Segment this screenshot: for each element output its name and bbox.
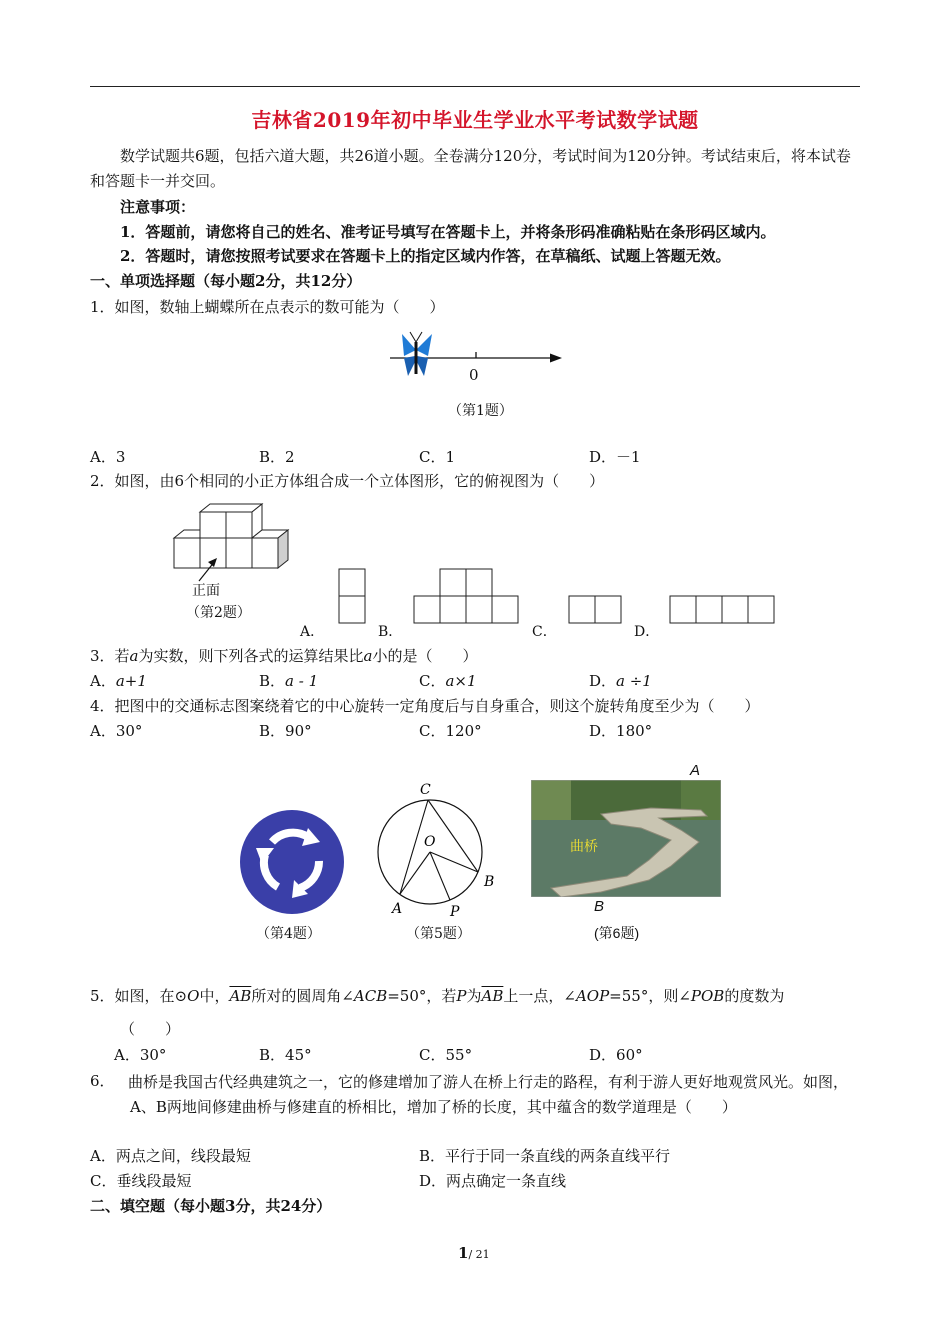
option-b[interactable]: B．a - 1 [259, 672, 319, 690]
butterfly-icon [402, 332, 432, 376]
option-d[interactable]: D．－1 [589, 448, 641, 466]
question-number: 6． [90, 1072, 115, 1090]
option-a[interactable]: A． [300, 624, 325, 640]
figure-caption: （第5题） [406, 926, 471, 942]
bridge-label: 曲桥 [570, 839, 598, 855]
option-c[interactable]: C． [532, 624, 557, 640]
circle-figure [370, 770, 510, 920]
label-p: P [450, 904, 460, 920]
label-b: B [484, 874, 495, 890]
option-b[interactable]: B． [378, 624, 403, 640]
question-2: 2．如图，由6个相同的小正方体组合成一个立体图形，它的俯视图为（ ） [90, 472, 605, 490]
figure-caption: (第6题) [594, 925, 640, 941]
label-a: A [392, 901, 403, 917]
option-c[interactable]: C．55° [419, 1046, 473, 1064]
question-1: 1．如图，数轴上蝴蝶所在点表示的数可能为（ ） [90, 298, 445, 316]
bridge-photo [531, 780, 721, 897]
cube-figure [170, 500, 300, 572]
question-3: 3．若a为实数，则下列各式的运算结果比a小的是（ ） [90, 647, 478, 665]
option-a[interactable]: A．30° [114, 1046, 167, 1064]
option-b[interactable]: B．2 [259, 448, 295, 466]
figure-caption: （第1题） [448, 403, 513, 419]
top-view-option-d [669, 595, 779, 625]
figure-caption: （第2题） [186, 605, 251, 621]
option-c[interactable]: C．1 [419, 448, 456, 466]
option-b[interactable]: B．90° [259, 722, 312, 740]
top-view-option-a [338, 568, 368, 624]
label-c: C [420, 782, 431, 798]
notice-item: 2．答题时，请您按照考试要求在答题卡上的指定区域内作答，在草稿纸、试题上答题无效。 [120, 247, 731, 265]
section-heading: 二、填空题（每小题3分，共24分） [90, 1197, 332, 1215]
option-d[interactable]: D． [634, 624, 660, 640]
answer-paren: （ ） [120, 1020, 181, 1038]
option-a[interactable]: A．两点之间，线段最短 [90, 1147, 251, 1165]
option-c[interactable]: C．120° [419, 722, 482, 740]
label-b: B [594, 898, 605, 915]
label-a: A [690, 762, 701, 779]
option-a[interactable]: A．30° [90, 722, 143, 740]
intro-paragraph: 数学试题共6题，包括六道大题，共26道小题。全卷满分120分，考试时间为120分钟。考试结束后，将本试卷和答题卡一并交回。 [90, 147, 851, 190]
option-d[interactable]: D．a ÷1 [589, 672, 652, 690]
top-rule [90, 86, 860, 87]
option-b[interactable]: B．45° [259, 1046, 312, 1064]
section-heading: 一、单项选择题（每小题2分，共12分） [90, 272, 362, 290]
zero-label: 0 [469, 366, 479, 384]
option-d[interactable]: D．180° [589, 722, 653, 740]
notice-heading: 注意事项： [120, 198, 196, 216]
option-a[interactable]: A．3 [90, 448, 126, 466]
question-4: 4．把图中的交通标志图案绕着它的中心旋转一定角度后与自身重合，则这个旋转角度至少为（ ） [90, 697, 760, 715]
top-view-option-c [568, 595, 628, 625]
front-label: 正面 [192, 583, 220, 599]
page-number: 1/ 21 [458, 1244, 490, 1262]
option-d[interactable]: D．两点确定一条直线 [419, 1172, 567, 1190]
question-6: 曲桥是我国古代经典建筑之一，它的修建增加了游人在桥上行走的路程，有利于游人更好地观赏风光。如图，A、B两地间修建曲桥与修建直的桥相比，增加了桥的长度，其中蕴含的数学道理是（ ） [128, 1073, 849, 1116]
option-a[interactable]: A．a+1 [90, 672, 147, 690]
roundabout-sign-icon [238, 808, 346, 916]
option-c[interactable]: C．垂线段最短 [90, 1172, 192, 1190]
top-view-option-b [413, 568, 523, 624]
figure-caption: （第4题） [256, 926, 321, 942]
option-d[interactable]: D．60° [589, 1046, 643, 1064]
option-c[interactable]: C．a×1 [419, 672, 477, 690]
question-5: 5．如图，在⊙O中，$\overline{AB}$所对的圆周角∠ACB=50°，若P为$\overline{AB}$上一点，∠AOP=55°，则∠POB的度数为 [90, 987, 785, 1005]
page-title: 吉林省2019年初中毕业生学业水平考试数学试题 [251, 108, 699, 132]
option-b[interactable]: B．平行于同一条直线的两条直线平行 [419, 1147, 671, 1165]
label-o: O [424, 834, 436, 850]
notice-item: 1．答题前，请您将自己的姓名、准考证号填写在答题卡上，并将条形码准确粘贴在条形码区域内。 [120, 223, 776, 241]
